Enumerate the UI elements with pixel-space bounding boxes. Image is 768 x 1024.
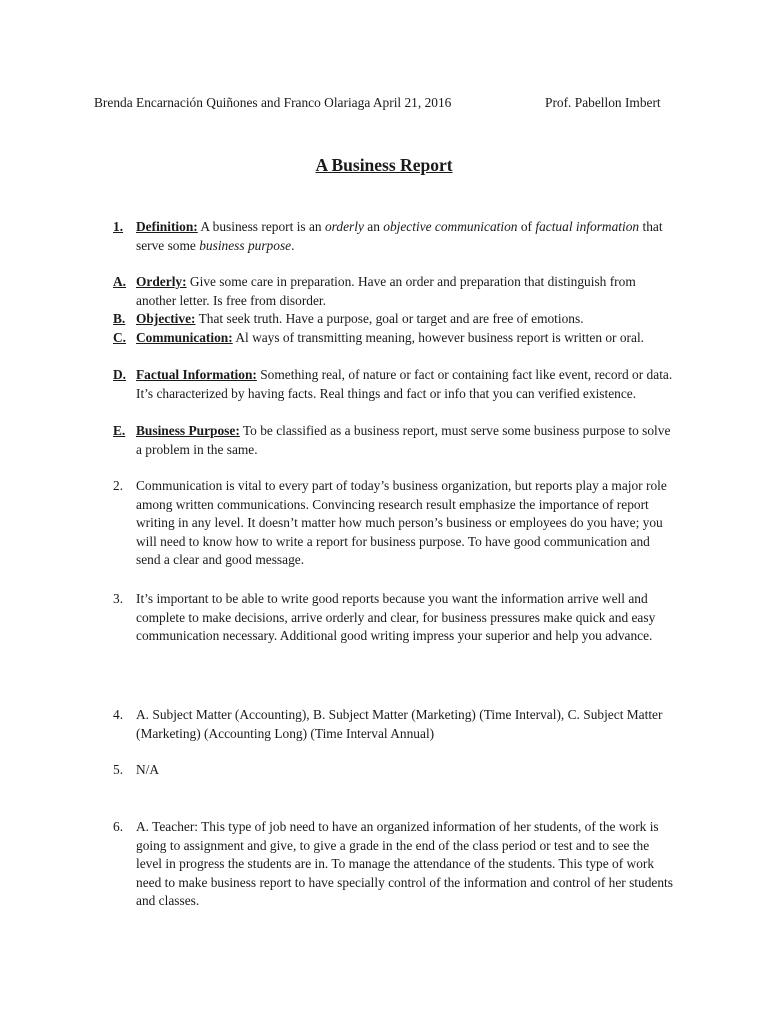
term-letter: B.: [113, 311, 126, 326]
term-text: Give some care in preparation. Have an order and preparation that distinguish from another letter. Is free from disorder.: [136, 274, 636, 308]
item-number: 1.: [113, 219, 124, 234]
definition-text-part: of: [517, 219, 536, 234]
definition-text-part: that serve some: [136, 219, 663, 253]
emphasis-business-purpose: business purpose: [199, 237, 292, 253]
emphasis-factual-information: factual information: [535, 219, 640, 234]
term-letter: E.: [113, 423, 126, 438]
term-item-objective: [113, 310, 673, 329]
emphasis-orderly: orderly: [324, 219, 364, 234]
answer-text: N/A: [136, 762, 160, 777]
item-number: 5.: [113, 762, 124, 777]
answer-text: Communication is vital to every part of today’s business organization, but reports play a major role among written communications. Convincing research result emphasize the importance of report writing in any level. It doesn’t matter how much person’s business or employees do you have; you will need to know how to write a report for business purpose. To have good communication and send a clear and good message.: [136, 478, 667, 568]
answer-item-4: [113, 706, 673, 743]
term-label: Objective:: [136, 311, 196, 326]
answer-text: A. Teacher: This type of job need to have an organized information of her students, of the work is going to assignment and give, to give a grade in the end of the class period or test and to see the level in progress the students are in. To manage the attendance of the students. This type of work need to make business report to have specially control of the information and control of her students and classes.: [136, 819, 673, 909]
term-label: Communication:: [136, 330, 233, 345]
item-number: 3.: [113, 591, 124, 606]
term-letter: C.: [113, 330, 127, 345]
answer-item-6: [113, 818, 673, 911]
definition-text-part: A business report is an: [197, 219, 325, 234]
item-number: 4.: [113, 707, 124, 722]
definition-text-part: .: [291, 237, 295, 253]
professor-name: Prof. Pabellon Imbert: [545, 95, 661, 110]
answer-item-2: [113, 477, 673, 570]
term-label: Business Purpose:: [136, 423, 240, 438]
definition-text: [136, 218, 673, 255]
page-title: A Business Report: [315, 155, 453, 175]
answer-text: A. Subject Matter (Accounting), B. Subject Matter (Marketing) (Time Interval), C. Subject Matter (Marketing) (Accounting Long) (Time Interval Annual): [136, 707, 663, 741]
term-text: To be classified as a business report, must serve some business purpose to solve a problem in the same.: [136, 423, 671, 457]
item-number: 6.: [113, 819, 124, 834]
definition-item: [113, 218, 673, 255]
term-text: That seek truth. Have a purpose, goal or target and are free of emotions.: [195, 311, 584, 326]
term-item-factual-information: [113, 366, 673, 403]
term-text: Al ways of transmitting meaning, however business report is written or oral.: [232, 330, 645, 345]
term-label: Factual Information:: [136, 367, 257, 382]
document-header: [94, 94, 684, 113]
term-text: Something real, of nature or fact or containing fact like event, record or data. It’s characterized by having facts. Real things and fact or info that you can verified existence.: [136, 367, 673, 401]
definition-text-part: an: [363, 219, 384, 234]
item-number: 2.: [113, 478, 124, 493]
answer-item-5: [113, 761, 673, 780]
definition-label: Definition:: [136, 219, 198, 234]
term-item-orderly: [113, 273, 673, 310]
term-letter: D.: [113, 367, 127, 382]
answer-text: It’s important to be able to write good reports because you want the information arrive well and complete to make decisions, arrive orderly and clear, for business pressures make quick and easy communication necessary. Additional good writing impress your superior and help you advance.: [136, 591, 656, 644]
term-item-communication: [113, 329, 673, 348]
emphasis-objective-communication: objective communication: [383, 219, 518, 234]
term-label: Orderly:: [136, 274, 187, 289]
term-item-business-purpose: [113, 422, 673, 459]
answer-item-3: [113, 590, 673, 646]
authors-date: Brenda Encarnación Quiñones and Franco Olariaga April 21, 2016: [94, 95, 452, 110]
term-letter: A.: [113, 274, 127, 289]
